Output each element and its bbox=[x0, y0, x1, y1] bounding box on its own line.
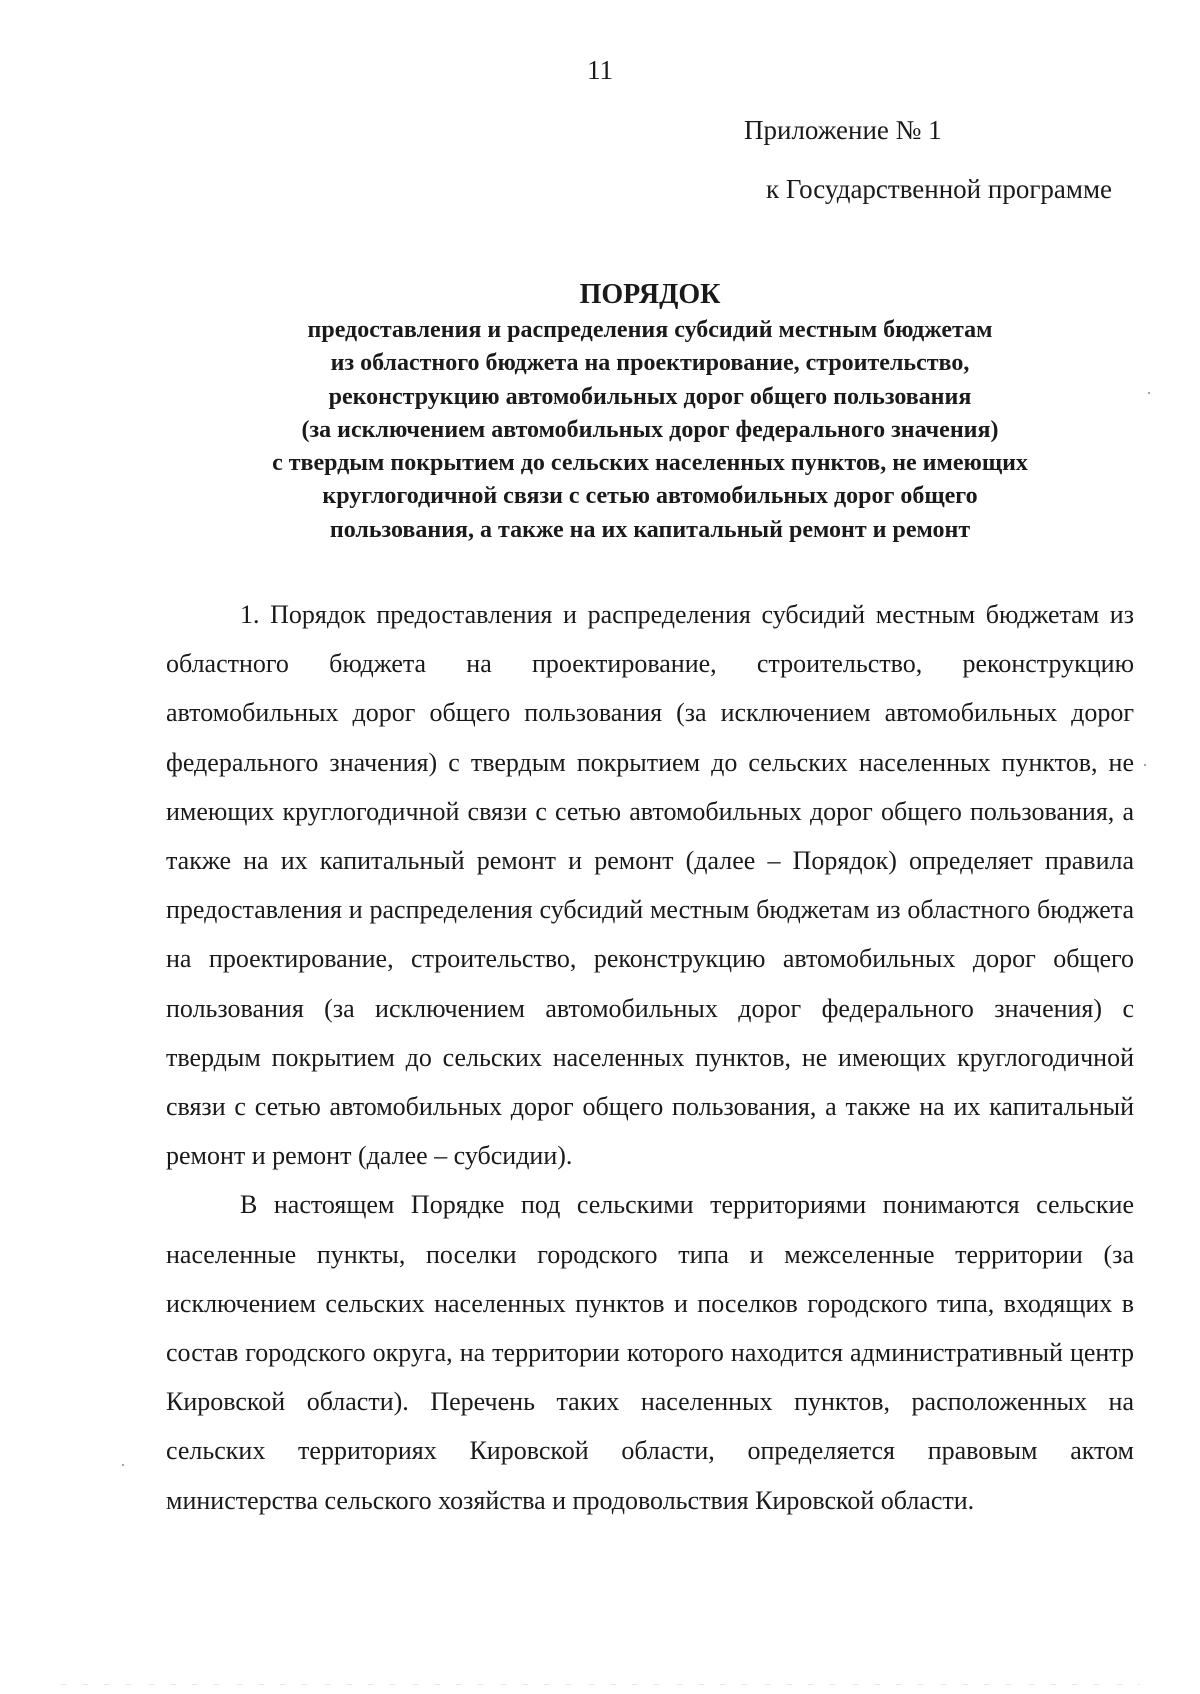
title-subtitle bbox=[170, 314, 1130, 547]
title-line: круглогодичной связи с сетью автомобильных дорог общего bbox=[322, 483, 978, 510]
title-line: реконструкцию автомобильных дорог общего пользования bbox=[328, 383, 972, 410]
scan-speck bbox=[1144, 764, 1146, 766]
annex-reference: к Государственной программе bbox=[766, 174, 1113, 204]
title-line: из областного бюджета на проектирование, строительство, bbox=[330, 350, 970, 377]
annex-header bbox=[660, 112, 1120, 207]
document-title bbox=[170, 276, 1130, 547]
scan-edge-artifact bbox=[60, 1684, 1140, 1685]
title-main: ПОРЯДОК bbox=[579, 279, 721, 310]
title-line: пользования, а также на их капитальный ремонт и ремонт bbox=[329, 516, 971, 543]
paragraph-1: 1. Порядок предоставления и распределения субсидий местным бюджетам из областного бюджета на проектирование, строительство, реконструкцию автомобильных дорог общего пользования (за исключением автомобильных дорог федерального значения) с твердым покрытием до сельских населенных пунктов, не имеющих круглогодичной связи с сетью автомобильных дорог общего пользования, а также на их капитальный ремонт и ремонт (далее – Порядок) определяет правила предоставления и распределения субсидий местным бюджетам из областного бюджета на проектирование, строительство, реконструкцию автомобильных дорог общего пользования (за исключением автомобильных дорог федерального значения) с твердым покрытием до сельских населенных пунктов, не имеющих круглогодичной связи с сетью автомобильных дорог общего пользования, а также на их капитальный ремонт и ремонт (далее – субсидии). bbox=[166, 600, 1134, 1171]
annex-number: Приложение № 1 bbox=[744, 115, 942, 145]
title-line: с твердым покрытием до сельских населенных пунктов, не имеющих bbox=[272, 450, 1028, 477]
title-line: (за исключением автомобильных дорог федерального значения) bbox=[301, 416, 999, 443]
page-number: 11 bbox=[587, 55, 613, 85]
title-line: предоставления и распределения субсидий местным бюджетам bbox=[307, 317, 993, 343]
paragraph-2: В настоящем Порядке под сельскими территориями понимаются сельские населенные пункты, поселки городского типа и межселенные территории (за исключением сельских населенных пунктов и поселков городского типа, входящих в состав городского округа, на территории которого находится административный центр Кировской области). Перечень таких населенных пунктов, расположенных на сельских территориях Кировской области, определяется правовым актом министерства сельского хозяйства и продовольствия Кировской области. bbox=[166, 1190, 1134, 1515]
document-body bbox=[166, 590, 1134, 1525]
scan-speck bbox=[1148, 392, 1150, 394]
scan-speck bbox=[122, 1464, 124, 1466]
